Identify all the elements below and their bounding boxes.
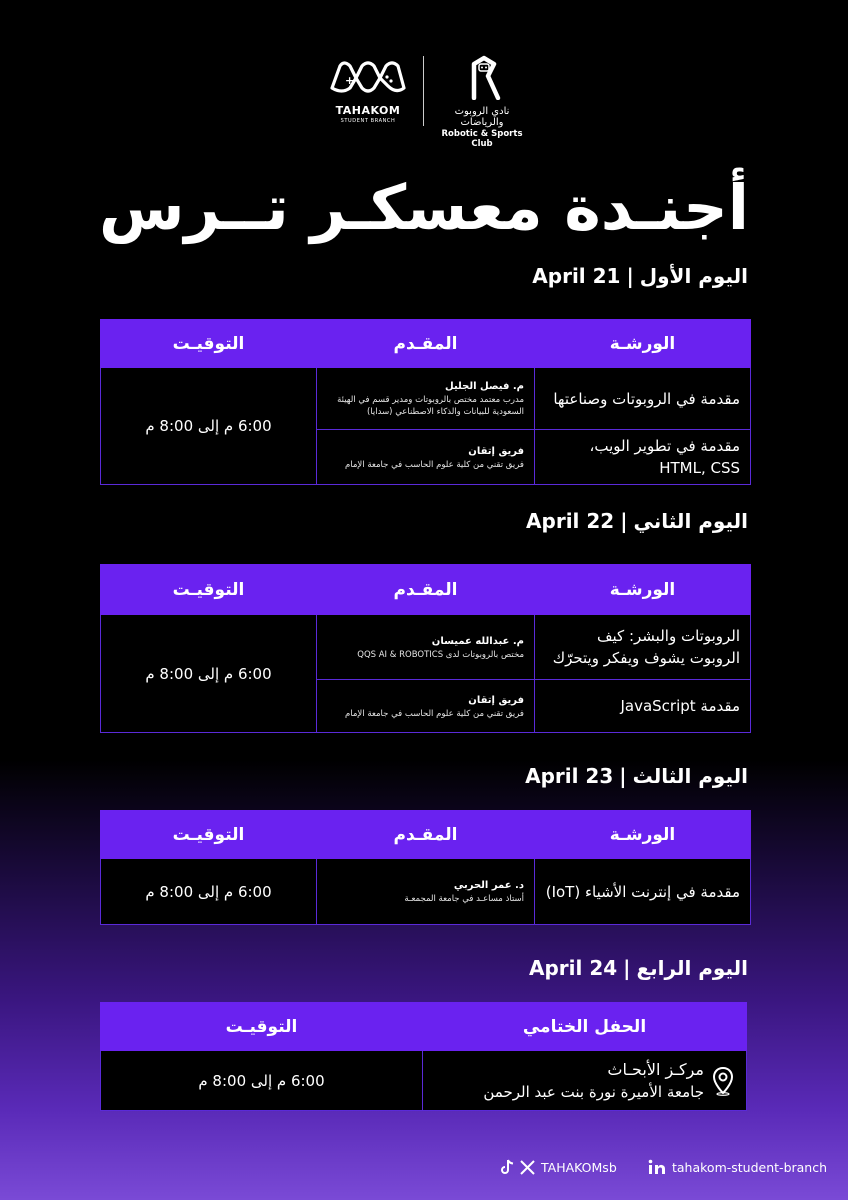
footer-social-x[interactable]	[500, 1155, 617, 1179]
workshop-cell: مقدمة في الروبوتات وصناعتها	[535, 368, 751, 430]
separator: |	[620, 509, 628, 533]
header-workshop: الورشـة	[535, 811, 751, 859]
agenda-table-day-2	[100, 564, 751, 733]
presenter-cell	[317, 430, 535, 485]
table-row	[101, 368, 751, 430]
presenter-name: د. عمر الحربي	[453, 880, 524, 891]
day-heading-2	[526, 507, 748, 535]
timing-cell: 6:00 م إلى 8:00 م	[101, 1051, 423, 1111]
tahakom-sub: STUDENT BRANCH	[340, 118, 396, 124]
day-label: اليوم الثالث	[632, 764, 748, 788]
separator: |	[623, 956, 631, 980]
day-label: اليوم الثاني	[633, 509, 748, 533]
presenter-name: فريق إتقان	[468, 445, 524, 457]
header-closing: الحفل الختامي	[423, 1003, 747, 1051]
header-timing: التوقيـت	[101, 811, 317, 859]
timing-cell: 6:00 م إلى 8:00 م	[101, 368, 317, 485]
day-date: April 21	[532, 264, 621, 288]
table-row	[101, 859, 751, 925]
agenda-table-day-1	[100, 319, 751, 485]
agenda-table-day-3	[100, 810, 751, 925]
tahakom-name: TAHAKOM	[335, 104, 401, 117]
workshop-cell: مقدمة في إنترنت الأشياء (IoT)	[535, 859, 751, 925]
day-label: اليوم الرابع	[636, 956, 748, 980]
venue-name: مركـز الأبحـاث	[607, 1059, 704, 1079]
header-presenter: المقـدم	[317, 565, 535, 615]
separator: |	[619, 764, 627, 788]
presenter-name: فريق إتقان	[468, 694, 524, 706]
day-heading-3	[525, 762, 748, 790]
timing-cell: 6:00 م إلى 8:00 م	[101, 859, 317, 925]
table-row	[101, 1051, 747, 1111]
logo-divider	[423, 56, 424, 126]
robotic-club-logo-icon	[460, 54, 504, 100]
day-date: April 23	[525, 764, 614, 788]
presenter-name: م. عبدالله عميسان	[431, 635, 524, 647]
header-workshop: الورشـة	[535, 320, 751, 368]
tahakom-logo	[328, 58, 408, 124]
robotic-club-logo	[432, 54, 532, 149]
footer-social-linkedin[interactable]	[648, 1155, 827, 1179]
day-date: April 22	[526, 509, 615, 533]
presenter-desc: أستاذ مساعـد في جامعة المجمعـة	[404, 894, 524, 904]
presenter-cell	[317, 680, 535, 733]
day-heading-4	[529, 954, 748, 982]
tahakom-logo-icon	[328, 58, 408, 98]
presenter-cell	[317, 615, 535, 680]
header-timing: التوقيـت	[101, 1003, 423, 1051]
day-heading-1	[532, 262, 748, 290]
header-presenter: المقـدم	[317, 320, 535, 368]
svg-text:+: +	[345, 74, 355, 87]
day-date: April 24	[528, 956, 618, 980]
presenter-cell	[317, 859, 535, 925]
club-name-en: Robotic & Sports Club	[441, 129, 523, 149]
venue-location: جامعة الأميرة نورة بنت عبد الرحمن	[483, 1082, 704, 1101]
x-icon[interactable]	[520, 1160, 535, 1175]
tiktok-icon[interactable]	[500, 1159, 514, 1175]
table-row	[101, 615, 751, 680]
presenter-desc: مدرب معتمد مختص بالروبوتات ومدير قسم في الهيئة السعودية للبيانات والذكاء الاصطناعي (سدايا)	[337, 395, 524, 417]
presenter-name: م. فيصل الجليل	[445, 381, 524, 392]
workshop-cell: مقدمة JavaScript	[535, 680, 751, 733]
venue-cell	[423, 1051, 747, 1111]
agenda-table-day-4	[100, 1002, 747, 1111]
workshop-cell: مقدمة في تطوير الويب، HTML, CSS	[535, 430, 751, 485]
header-timing: التوقيـت	[101, 565, 317, 615]
day-label: اليوم الأول	[639, 264, 748, 288]
separator: |	[626, 264, 634, 288]
presenter-desc: مختص بالروبوتات لدى QQS AI & ROBOTICS	[357, 649, 524, 660]
page-title: أجنـدة معسكـر تــرس	[98, 171, 750, 244]
x-handle[interactable]: TAHAKOMsb	[541, 1159, 617, 1175]
timing-cell: 6:00 م إلى 8:00 م	[101, 615, 317, 733]
presenter-desc: فريق تقني من كلية علوم الحاسب في جامعة الإمام	[345, 459, 524, 470]
linkedin-icon[interactable]	[648, 1159, 666, 1175]
presenter-cell	[317, 368, 535, 430]
header-presenter: المقـدم	[317, 811, 535, 859]
linkedin-handle[interactable]: tahakom-student-branch	[672, 1159, 828, 1175]
club-name-ar: نادي الروبوت والرياضات	[454, 106, 510, 128]
workshop-cell: الروبوتات والبشر: كيف الروبوت يشوف ويفكر ويتحرّك	[535, 615, 751, 680]
header-workshop: الورشـة	[535, 565, 751, 615]
location-pin-icon	[712, 1066, 734, 1096]
presenter-desc: فريق تقني من كلية علوم الحاسب في جامعة الإمام	[345, 708, 524, 719]
header-timing: التوقيـت	[101, 320, 317, 368]
